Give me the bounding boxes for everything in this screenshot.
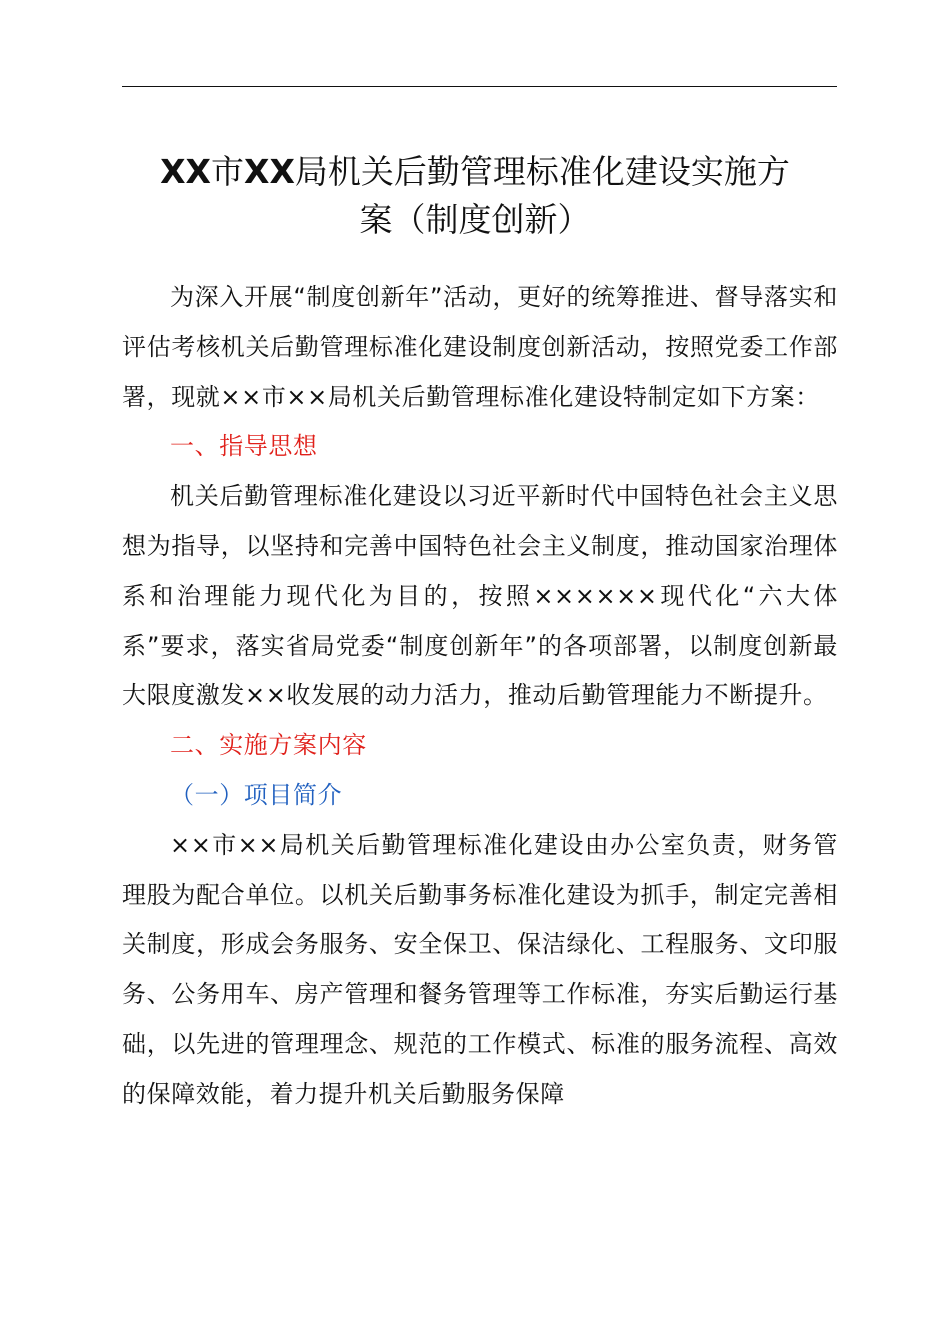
section-2-heading: 二、实施方案内容: [170, 731, 367, 760]
title-part-b: 市: [211, 152, 244, 191]
section-1-paragraph: 机关后勤管理标准化建设以习近平新时代中国特色社会主义思想为指导，以坚持和完善中国特色社会主义制度，推动国家治理体系和治理能力现代化为目的，按照××××××现代化“六大体系”要求，落实省局党委“制度创新年”的各项部署，以制度创新最大限度激发××收发展的动力活力，推动后勤管理能力不断提升。: [122, 482, 838, 710]
title-line-2: 案（制度创新）: [359, 200, 591, 239]
document-body: [122, 273, 838, 1120]
subsection-1-heading: （一）项目简介: [170, 780, 343, 809]
subsection-1-paragraph: ××市××局机关后勤管理标准化建设由办公室负责，财务管理股为配合单位。以机关后勤事务标准化建设为抓手，制定完善相关制度，形成会务服务、安全保卫、保洁绿化、工程服务、文印服务、公务用车、房产管理和餐务管理等工作标准，夯实后勤运行基础，以先进的管理理念、规范的工作模式、标准的服务流程、高效的保障效能，着力提升机关后勤服务保障: [122, 830, 838, 1108]
document-title: [110, 148, 840, 244]
title-part-d: 局机关后勤管理标准化建设实施方: [294, 152, 790, 191]
section-1-heading: 一、指导思想: [170, 432, 318, 461]
title-part-a: XX: [160, 152, 211, 191]
title-part-c: XX: [244, 152, 295, 191]
intro-paragraph: 为深入开展“制度创新年”活动，更好的统筹推进、督导落实和评估考核机关后勤管理标准化建设制度创新活动，按照党委工作部署，现就××市××局机关后勤管理标准化建设特制定如下方案：: [122, 283, 838, 411]
header-rule: [122, 86, 837, 87]
